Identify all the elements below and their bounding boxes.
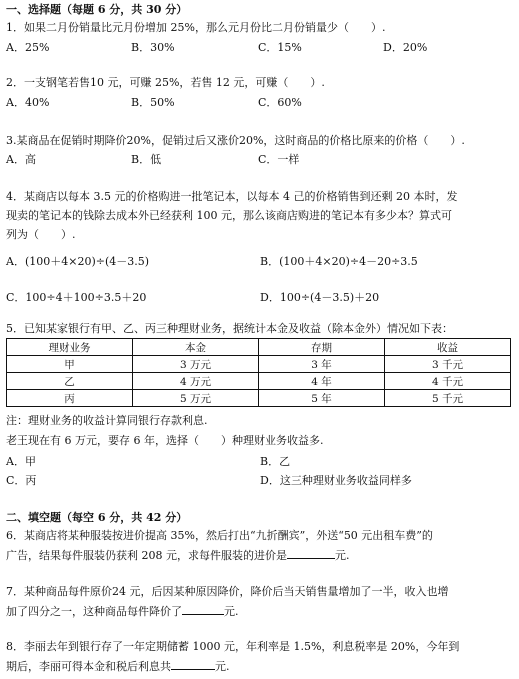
question-4-line-3: 列为（ ）. bbox=[6, 228, 76, 241]
question-7-line-2 bbox=[6, 604, 239, 619]
q2-option-c: C．60% bbox=[258, 96, 302, 109]
table-cell: 乙 bbox=[7, 373, 133, 390]
table-header-cell: 理财业务 bbox=[7, 339, 133, 356]
question-1-stem: 1．如果二月份销量比元月份增加 25%，那么元月份比二月份销量少（ ）. bbox=[6, 21, 386, 34]
answer-blank[interactable] bbox=[287, 548, 335, 559]
table-header-cell: 存期 bbox=[259, 339, 385, 356]
question-5-stem: 5．已知某家银行有甲、乙、丙三种理财业务，据统计本金及收益（除本金外）情况如下表： bbox=[6, 322, 453, 335]
table-cell: 3 年 bbox=[259, 356, 385, 373]
q4-option-d: D．100÷(4－3.5)＋20 bbox=[260, 291, 380, 304]
table-cell: 4 万元 bbox=[133, 373, 259, 390]
question-6-line-2 bbox=[6, 548, 350, 563]
table-cell: 甲 bbox=[7, 356, 133, 373]
section-title: 二、填空题（每空 6 分，共 42 分） bbox=[6, 511, 188, 524]
q2-option-a: A．40% bbox=[6, 96, 50, 109]
question-8-line-2 bbox=[6, 659, 230, 674]
question-7-line-1: 7．某种商品每件原价24 元，后因某种原因降价，降价后当天销售量增加了一半，收入也增 bbox=[6, 585, 449, 598]
table-row bbox=[7, 356, 511, 373]
question-5-ask: 老王现在有 6 万元，要存 6 年，选择（ ）种理财业务收益多. bbox=[6, 434, 324, 447]
question-6-line-1: 6．某商店将某种服装按进价提高 35%，然后打出“九折酬宾”，外送“50 元出租车费”的 bbox=[6, 529, 433, 542]
table-header-row bbox=[7, 339, 511, 356]
q5-option-a: A．甲 bbox=[6, 455, 36, 468]
table-cell: 3 万元 bbox=[133, 356, 259, 373]
q5-option-c: C．丙 bbox=[6, 474, 37, 487]
table-cell: 5 千元 bbox=[385, 390, 511, 407]
q4-option-c: C．100÷4＋100÷3.5＋20 bbox=[6, 291, 147, 304]
table-header-cell: 本金 bbox=[133, 339, 259, 356]
question-8-unit: 元. bbox=[215, 660, 230, 673]
question-3-stem: 3.某商品在促销时期降价20%，促销过后又涨价20%，这时商品的价格比原来的价格（ ）. bbox=[6, 134, 465, 147]
question-2-stem: 2．一支钢笔若售10 元，可赚 25%，若售 12 元，可赚（ ）. bbox=[6, 76, 325, 89]
question-4-line-2: 现卖的笔记本的钱除去成本外已经获利 100 元，那么该商店购进的笔记本有多少本？算式可 bbox=[6, 209, 452, 222]
section-title: 一、选择题（每题 6 分，共 30 分） bbox=[6, 3, 188, 16]
finance-table bbox=[6, 338, 511, 407]
table-cell: 4 年 bbox=[259, 373, 385, 390]
q1-option-a: A．25% bbox=[6, 41, 50, 54]
question-7-text: 加了四分之一，这种商品每件降价了 bbox=[6, 605, 182, 618]
question-7-unit: 元. bbox=[224, 605, 239, 618]
q2-option-b: B．50% bbox=[131, 96, 175, 109]
q1-option-d: D．20% bbox=[383, 41, 428, 54]
q4-option-a: A．(100＋4×20)÷(4－3.5) bbox=[6, 255, 150, 268]
table-row bbox=[7, 373, 511, 390]
q3-option-a: A．高 bbox=[6, 153, 36, 166]
table-cell: 5 年 bbox=[259, 390, 385, 407]
q5-option-b: B．乙 bbox=[260, 455, 291, 468]
table-cell: 丙 bbox=[7, 390, 133, 407]
question-5-note: 注：理财业务的收益计算同银行存款利息. bbox=[6, 414, 208, 427]
answer-blank[interactable] bbox=[182, 604, 224, 615]
question-4-line-1: 4．某商店以每本 3.5 元的价格购进一批笔记本，以每本 4 己的价格销售到还剩 20 本时，发 bbox=[6, 190, 458, 203]
q1-option-c: C．15% bbox=[258, 41, 302, 54]
table-header-cell: 收益 bbox=[385, 339, 511, 356]
q5-option-d: D．这三种理财业务收益同样多 bbox=[260, 474, 412, 487]
question-8-text: 期后，李丽可得本金和税后利息共 bbox=[6, 660, 171, 673]
answer-blank[interactable] bbox=[171, 659, 215, 670]
table-row bbox=[7, 390, 511, 407]
q4-option-b: B．(100＋4×20)÷4－20÷3.5 bbox=[260, 255, 418, 268]
table-cell: 3 千元 bbox=[385, 356, 511, 373]
question-6-text: 广告，结果每件服装仍获利 208 元，求每件服装的进价是 bbox=[6, 549, 287, 562]
q3-option-b: B．低 bbox=[131, 153, 162, 166]
q1-option-b: B．30% bbox=[131, 41, 175, 54]
question-8-line-1: 8．李丽去年到银行存了一年定期储蓄 1000 元，年利率是 1.5%，利息税率是 20%，今年到 bbox=[6, 640, 460, 653]
question-6-unit: 元. bbox=[335, 549, 350, 562]
table-cell: 5 万元 bbox=[133, 390, 259, 407]
q3-option-c: C．一样 bbox=[258, 153, 300, 166]
table-cell: 4 千元 bbox=[385, 373, 511, 390]
